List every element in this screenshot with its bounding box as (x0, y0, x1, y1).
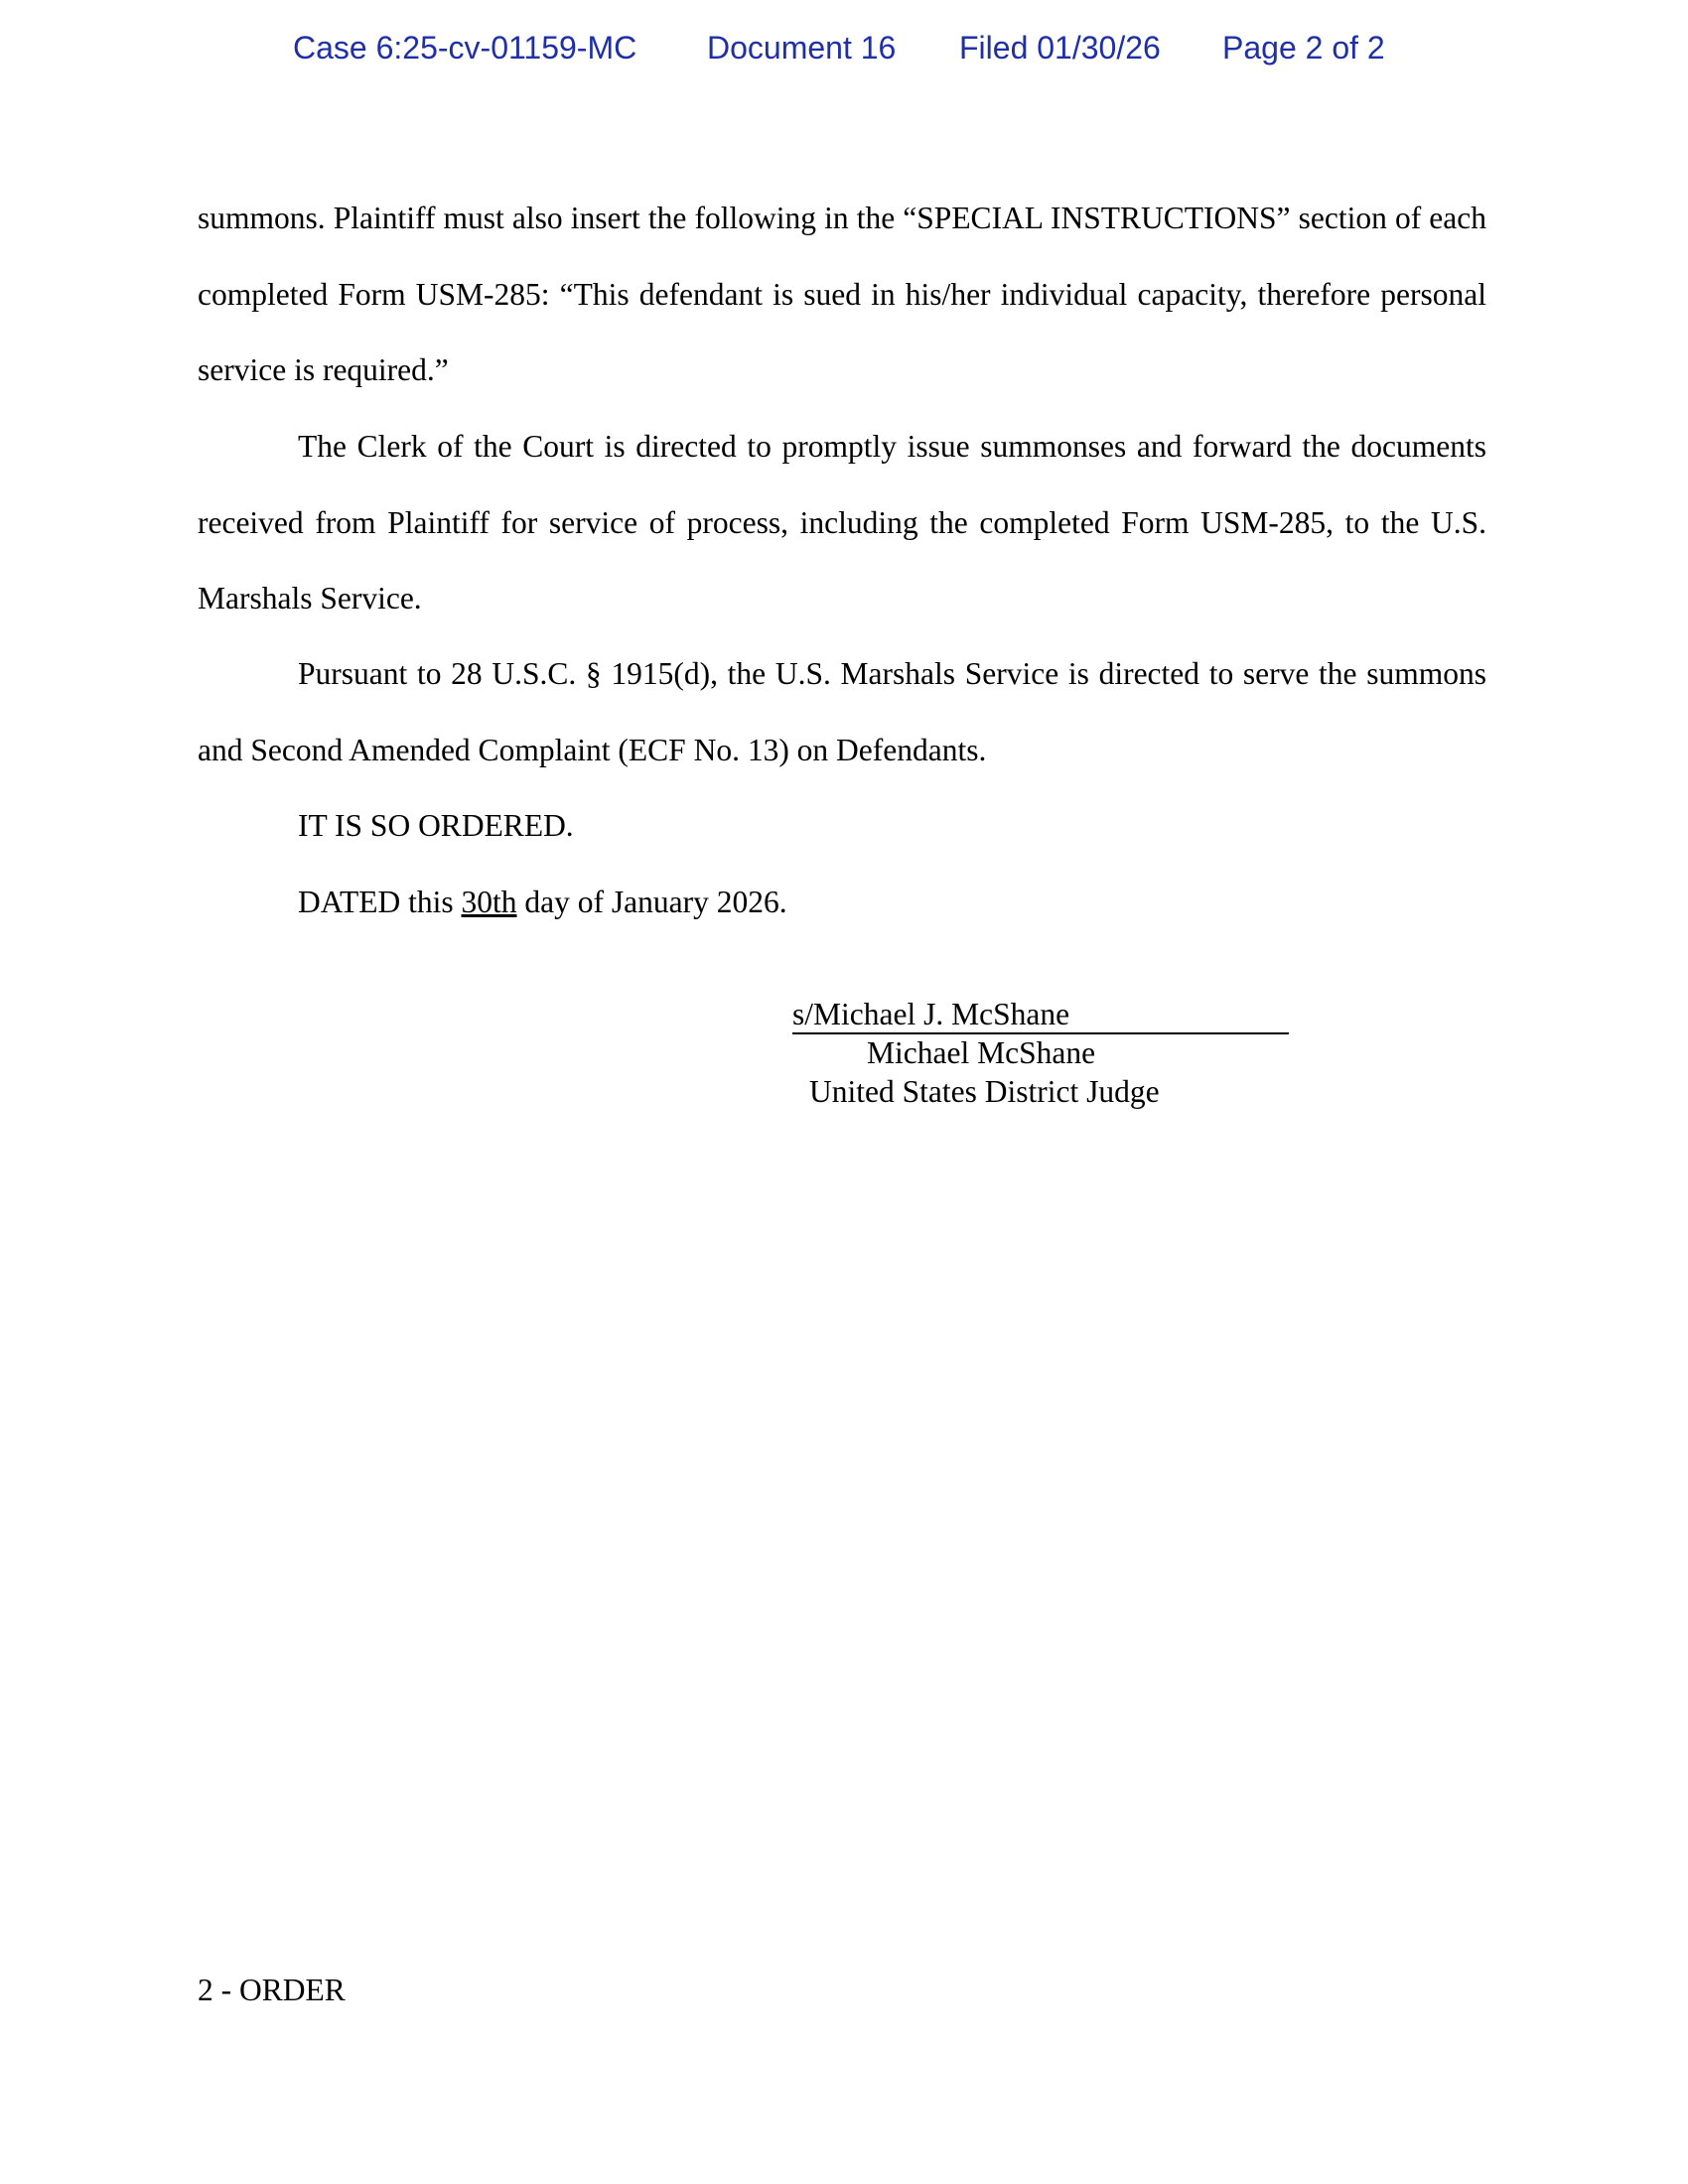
case-number: Case 6:25-cv-01159-MC (293, 30, 637, 66)
paragraph-text: The Clerk of the Court is directed to promptly issue summonses and forward the documents received from Plaintiff for service of process, including the completed Form USM-285, to the U.S. Marshals Service. (198, 429, 1486, 615)
document-number: Document 16 (707, 30, 897, 66)
ecf-filing-header (0, 30, 1688, 73)
judge-name: Michael McShane (867, 1035, 1096, 1070)
filed-date: Filed 01/30/26 (959, 30, 1161, 66)
page-footer: 2 - ORDER (198, 1973, 346, 2007)
dated-line (298, 883, 787, 922)
judge-title: United States District Judge (809, 1074, 1160, 1109)
paragraph-special-instructions (198, 181, 1486, 409)
paragraph-marshals-directive (198, 636, 1486, 788)
electronic-signature (792, 997, 1289, 1034)
paragraph-clerk-directive (198, 409, 1486, 637)
dated-day: 30th (461, 885, 517, 919)
page-indicator: Page 2 of 2 (1222, 30, 1385, 66)
dated-suffix: day of January 2026. (516, 885, 787, 919)
signature-text: s/Michael J. McShane (792, 997, 1070, 1031)
paragraph-text: summons. Plaintiff must also insert the following in the “SPECIAL INSTRUCTIONS” section of each completed Form USM-285: “This defendant is sued in his/her individual capacity, therefore personal service is required.” (198, 201, 1486, 387)
so-ordered: IT IS SO ORDERED. (298, 808, 574, 843)
dated-prefix: DATED this (298, 885, 462, 919)
paragraph-text: Pursuant to 28 U.S.C. § 1915(d), the U.S. Marshals Service is directed to serve the summons and Second Amended Complaint (ECF No. 13) on Defendants. (198, 656, 1486, 767)
